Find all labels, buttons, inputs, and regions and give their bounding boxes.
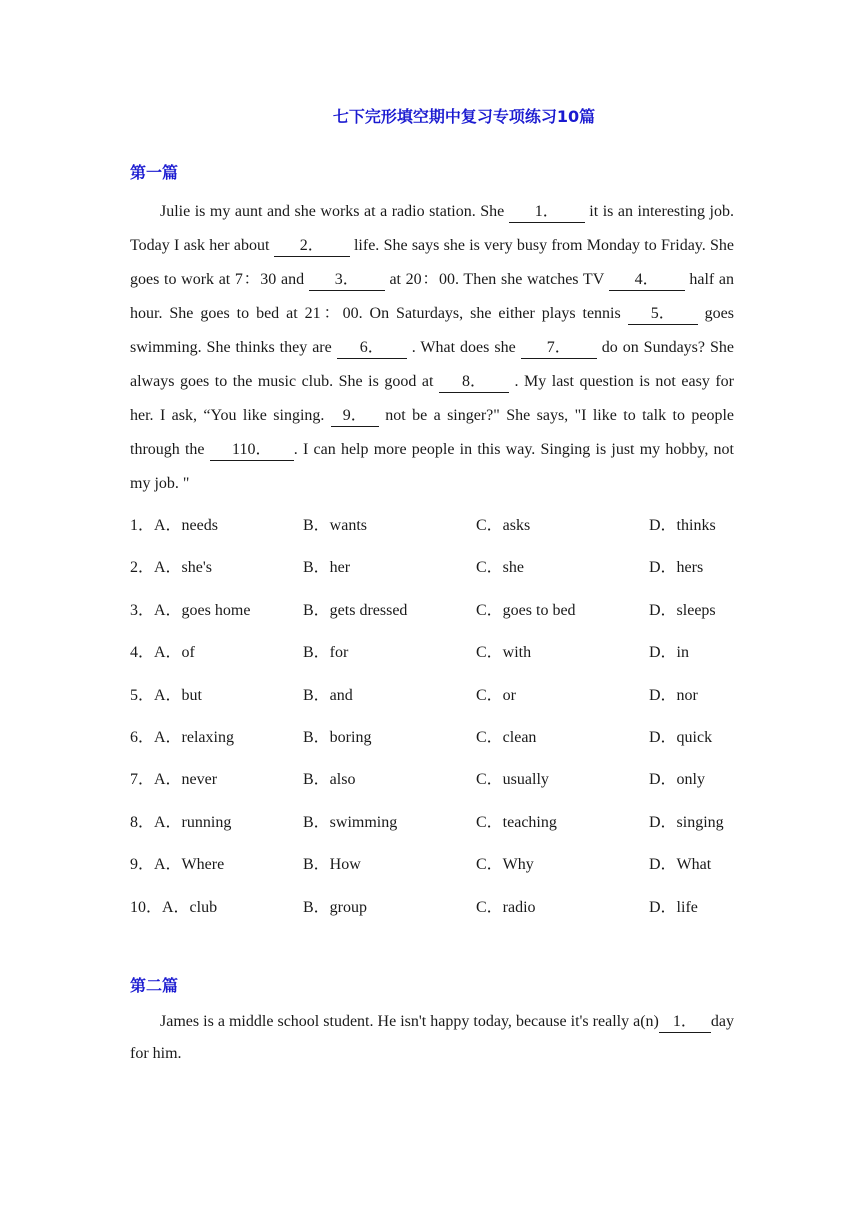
- option-a: 5．A．but: [130, 686, 203, 704]
- option-a: 4．A．of: [130, 644, 195, 662]
- passage-text: not be a singer?" She says, "I like to talk to people through the: [130, 407, 734, 458]
- passage-text: day for him.: [130, 1013, 734, 1062]
- section-1-heading: 第一篇: [130, 163, 179, 182]
- option-c: C．Why: [476, 856, 534, 874]
- passage-text: . What does she: [406, 339, 521, 356]
- blank-3: 3．: [309, 270, 385, 291]
- passage-text: . I can help more people in this way. Singing is just my hobby, not my job. ": [130, 441, 734, 492]
- passage-text: James is a middle school student. He isn't happy today, because it's really a(n): [160, 1013, 659, 1030]
- document-title: 七下完形填空期中复习专项练习10篇: [332, 107, 596, 126]
- question-row-5: [130, 674, 750, 716]
- section-1-options: [130, 504, 750, 928]
- passage-text: goes swimming. She thinks they are: [130, 305, 734, 356]
- option-b: B．also: [303, 771, 356, 789]
- question-row-6: [130, 716, 750, 758]
- question-row-4: [130, 631, 750, 673]
- option-d: D．only: [649, 771, 706, 789]
- option-a: 9．A．Where: [130, 856, 225, 874]
- question-row-1: [130, 504, 750, 546]
- option-c: C．or: [476, 686, 517, 704]
- option-a: 8．A．running: [130, 813, 232, 831]
- option-c: C．usually: [476, 771, 549, 789]
- passage-text: life. She says she is very busy from Monday to Friday. She goes to work at 7：30 and: [130, 237, 735, 288]
- blank-6: 6．: [337, 338, 407, 359]
- option-d: D．What: [649, 856, 712, 874]
- option-c: C．radio: [476, 898, 536, 916]
- blank-9: 9．: [331, 406, 379, 427]
- option-d: D．singing: [649, 813, 724, 831]
- option-c: C．with: [476, 644, 532, 662]
- passage-text: . My last question is not easy for her. I ask, “You like singing.: [130, 373, 734, 424]
- option-a: 2．A．she's: [130, 559, 212, 577]
- passage-text: it is an interesting job. Today I ask her about: [130, 203, 734, 254]
- option-a: 1．A．needs: [130, 517, 218, 534]
- option-b: B．and: [303, 686, 353, 704]
- blank-1: 1．: [659, 1012, 711, 1033]
- option-b: B．gets dressed: [303, 601, 408, 619]
- passage-text: at 20：00. Then she watches TV: [384, 271, 609, 288]
- blank-1: 1．: [509, 202, 585, 223]
- blank-7: 7．: [521, 338, 597, 359]
- option-a: 10．A．club: [130, 898, 218, 916]
- question-row-3: [130, 589, 750, 631]
- blank-8: 8．: [439, 372, 509, 393]
- passage-text: do on Sundays? She always goes to the music club. She is good at: [130, 339, 734, 390]
- section-2-heading: 第二篇: [130, 976, 179, 995]
- section-2-passage: [130, 1006, 734, 1070]
- option-d: D．thinks: [649, 517, 716, 534]
- option-b: B．swimming: [303, 813, 398, 831]
- question-row-2: [130, 546, 750, 588]
- question-row-8: [130, 801, 750, 843]
- option-c: C．teaching: [476, 813, 557, 831]
- option-d: D．sleeps: [649, 601, 716, 619]
- option-d: D．nor: [649, 686, 698, 704]
- blank-2: 2．: [274, 236, 350, 257]
- blank-4: 4．: [609, 270, 685, 291]
- option-b: B．boring: [303, 728, 372, 746]
- option-c: C．clean: [476, 728, 537, 746]
- option-b: B．wants: [303, 517, 368, 534]
- blank-10: 110．: [210, 440, 294, 461]
- passage-text: half an hour. She goes to bed at 21：00. On Saturdays, she either plays tennis: [130, 271, 734, 322]
- option-a: 7．A．never: [130, 771, 218, 789]
- section-1-passage: [130, 195, 734, 501]
- option-c: C．asks: [476, 517, 531, 534]
- option-a: 6．A．relaxing: [130, 728, 234, 746]
- option-c: C．goes to bed: [476, 601, 576, 619]
- question-row-7: [130, 758, 750, 800]
- option-b: B．her: [303, 559, 351, 577]
- option-d: D．hers: [649, 559, 704, 577]
- option-b: B．group: [303, 898, 368, 916]
- option-c: C．she: [476, 559, 525, 577]
- question-row-10: [130, 886, 750, 928]
- question-row-9: [130, 843, 750, 885]
- blank-5: 5．: [628, 304, 698, 325]
- option-b: B．for: [303, 644, 349, 662]
- option-a: 3．A．goes home: [130, 601, 251, 619]
- passage-text: Julie is my aunt and she works at a radio station. She: [160, 203, 509, 220]
- option-d: D．quick: [649, 728, 713, 746]
- option-b: B．How: [303, 856, 361, 874]
- option-d: D．life: [649, 898, 698, 916]
- option-d: D．in: [649, 644, 690, 662]
